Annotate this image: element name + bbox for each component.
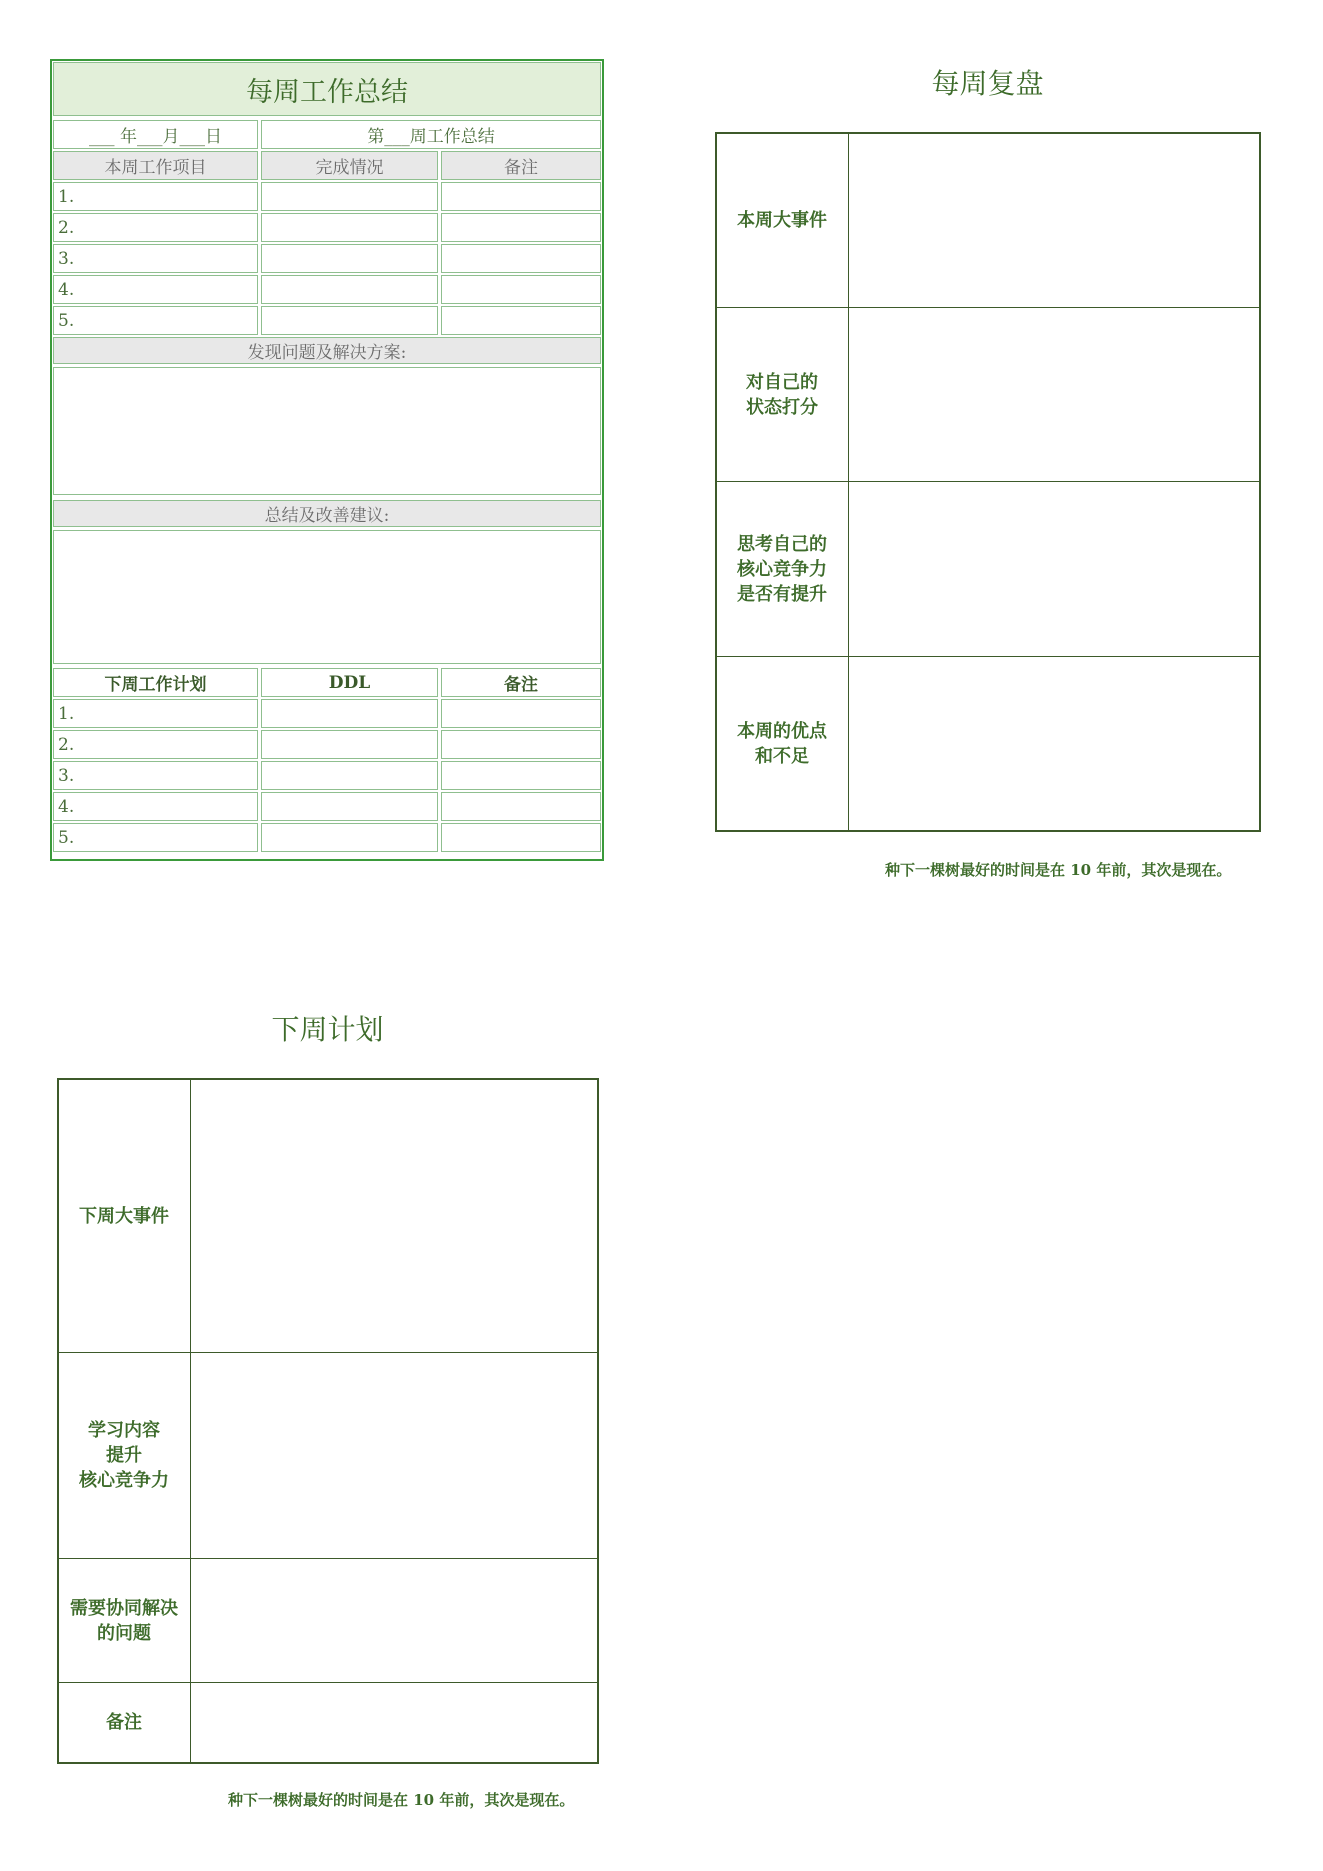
plan-header-ddl: DDL bbox=[261, 668, 438, 697]
weekly-review-title: 每周复盘 bbox=[931, 67, 1044, 100]
review-label-competitiveness: 思考自己的 核心竞争力 是否有提升 bbox=[737, 533, 827, 605]
problems-label: 发现问题及解决方案: bbox=[53, 337, 601, 364]
task-row-item[interactable]: 3. bbox=[53, 244, 258, 273]
plan-row-item[interactable]: 5. bbox=[53, 823, 258, 852]
plan-row-notes[interactable] bbox=[441, 730, 601, 759]
plan-row-ddl[interactable] bbox=[261, 699, 438, 728]
review-input-competitiveness[interactable] bbox=[850, 482, 1259, 656]
task-row-item[interactable]: 4. bbox=[53, 275, 258, 304]
review-input-major-events[interactable] bbox=[850, 134, 1259, 307]
task-row-status[interactable] bbox=[261, 244, 438, 273]
plan-row-notes[interactable] bbox=[441, 761, 601, 790]
review-quote: 种下一棵树最好的时间是在 10 年前，其次是现在。 bbox=[885, 861, 1232, 879]
task-row-notes[interactable] bbox=[441, 182, 601, 211]
review-input-pros-cons[interactable] bbox=[850, 657, 1259, 830]
task-row-status[interactable] bbox=[261, 213, 438, 242]
plan-row-notes[interactable] bbox=[441, 699, 601, 728]
plan-row-ddl[interactable] bbox=[261, 730, 438, 759]
date-field[interactable]: ___ 年___月___日 bbox=[53, 120, 258, 149]
task-row-notes[interactable] bbox=[441, 275, 601, 304]
task-header-project: 本周工作项目 bbox=[53, 151, 258, 180]
task-header-notes: 备注 bbox=[441, 151, 601, 180]
plan-header-notes: 备注 bbox=[441, 668, 601, 697]
review-label-self-score: 对自己的 状态打分 bbox=[746, 371, 818, 418]
plan-input-collaboration[interactable] bbox=[192, 1559, 597, 1682]
task-row-notes[interactable] bbox=[441, 306, 601, 335]
plan-label-learning: 学习内容 提升 核心竞争力 bbox=[79, 1420, 169, 1491]
plan-row-item[interactable]: 1. bbox=[53, 699, 258, 728]
plan-header-task: 下周工作计划 bbox=[53, 668, 258, 697]
plan-input-notes[interactable] bbox=[192, 1683, 597, 1762]
plan-row-ddl[interactable] bbox=[261, 792, 438, 821]
plan-quote: 种下一棵树最好的时间是在 10 年前，其次是现在。 bbox=[228, 1791, 575, 1809]
suggestions-textarea[interactable] bbox=[53, 530, 601, 664]
task-row-notes[interactable] bbox=[441, 244, 601, 273]
task-row-item[interactable]: 5. bbox=[53, 306, 258, 335]
plan-label-major-events: 下周大事件 bbox=[79, 1205, 169, 1227]
review-divider bbox=[848, 133, 849, 831]
suggestions-label: 总结及改善建议: bbox=[53, 500, 601, 527]
plan-row-item[interactable]: 3. bbox=[53, 761, 258, 790]
review-input-self-score[interactable] bbox=[850, 308, 1259, 481]
plan-input-major-events[interactable] bbox=[192, 1080, 597, 1352]
plan-label-notes: 备注 bbox=[106, 1712, 142, 1733]
next-week-plan-title: 下周计划 bbox=[271, 1013, 384, 1046]
weekly-summary-title: 每周工作总结 bbox=[53, 62, 601, 116]
task-row-status[interactable] bbox=[261, 275, 438, 304]
review-label-major-events: 本周大事件 bbox=[737, 210, 827, 231]
review-label-pros-cons: 本周的优点 和不足 bbox=[737, 720, 827, 767]
task-row-status[interactable] bbox=[261, 306, 438, 335]
task-row-notes[interactable] bbox=[441, 213, 601, 242]
plan-label-collaboration: 需要协同解决 的问题 bbox=[70, 1597, 178, 1644]
plan-row-notes[interactable] bbox=[441, 823, 601, 852]
task-row-status[interactable] bbox=[261, 182, 438, 211]
week-number-field[interactable]: 第___周工作总结 bbox=[261, 120, 601, 149]
task-row-item[interactable]: 2. bbox=[53, 213, 258, 242]
plan-row-item[interactable]: 4. bbox=[53, 792, 258, 821]
plan-row-notes[interactable] bbox=[441, 792, 601, 821]
task-header-status: 完成情况 bbox=[261, 151, 438, 180]
task-row-item[interactable]: 1. bbox=[53, 182, 258, 211]
plan-row-ddl[interactable] bbox=[261, 823, 438, 852]
plan-row-ddl[interactable] bbox=[261, 761, 438, 790]
plan-divider bbox=[190, 1079, 191, 1763]
plan-input-learning[interactable] bbox=[192, 1353, 597, 1558]
plan-row-item[interactable]: 2. bbox=[53, 730, 258, 759]
problems-textarea[interactable] bbox=[53, 367, 601, 495]
